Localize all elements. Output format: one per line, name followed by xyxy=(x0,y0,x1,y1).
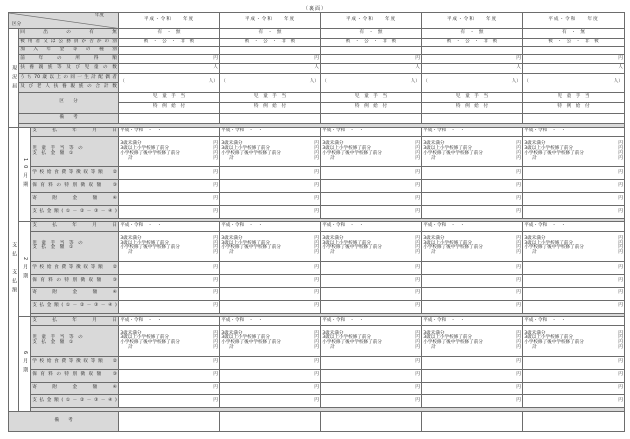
response-value-4[interactable]: 有 ・ 無 xyxy=(523,29,625,38)
pay-date-label-1: 支 払 年 月 日 xyxy=(31,222,119,231)
pay-amount-label-2: 児 童 手 当 等 の 支 払 金 額 ① xyxy=(31,326,119,356)
pay-amount-value-0-0[interactable] xyxy=(119,137,220,167)
pay-amount-line-0-1-3[interactable]: 計 円 xyxy=(229,155,319,161)
pay-tax-label-2: 寄 附 金 額 ④ xyxy=(31,382,119,395)
pay-amount-line-2-2-3[interactable]: 計 円 xyxy=(330,344,420,350)
pay-school-value-2-4[interactable]: 円 xyxy=(523,356,625,369)
pay-tax-value-2-1[interactable]: 円 xyxy=(220,382,321,395)
pay-date-value-2-0[interactable]: 平成・令和 ・ ・ xyxy=(119,317,220,326)
kubun-value2-2[interactable]: 特 例 給 付 xyxy=(321,103,422,114)
pay-school-value-0-3[interactable]: 円 xyxy=(422,167,523,180)
pay-tax-value-1-2[interactable]: 円 xyxy=(321,287,422,300)
dependents-sub-value-4[interactable]: （ 人） xyxy=(523,73,625,92)
pay-amount-value-1-3[interactable] xyxy=(422,231,523,261)
pay-amount-line-2-3-0[interactable]: 3歳未満分 円 xyxy=(423,330,521,336)
pay-amount-line-1-3-3[interactable]: 計 円 xyxy=(431,250,521,256)
pay-tax-label-0: 寄 附 金 額 ④ xyxy=(31,193,119,206)
pay-amount-line-0-2-3[interactable]: 計 円 xyxy=(330,155,420,161)
pay-nursery-value-0-0[interactable]: 円 xyxy=(119,180,220,193)
dependents-sub-value-1[interactable]: （ 人） xyxy=(220,73,321,92)
pay-nursery-value-1-1[interactable]: 円 xyxy=(220,275,321,288)
pay-school-label-2: 学校給食費等徴収等額 ② xyxy=(31,356,119,369)
pay-amount-line-1-2-1[interactable]: 3歳以上小学校修了前分 円 xyxy=(322,240,420,246)
dependents-value-3[interactable]: 人 xyxy=(422,64,523,73)
pay-date-value-1-0[interactable]: 平成・令和 ・ ・ xyxy=(119,222,220,231)
pay-total-value-1-3[interactable]: 円 xyxy=(422,300,523,313)
pension-type-value-0[interactable] xyxy=(119,46,220,54)
pay-amount-value-0-4[interactable] xyxy=(523,137,625,167)
pay-nursery-value-2-1[interactable]: 円 xyxy=(220,369,321,382)
pay-amount-line-0-3-3[interactable]: 計 円 xyxy=(431,155,521,161)
pay-total-value-2-3[interactable]: 円 xyxy=(422,395,523,408)
pay-tax-value-2-2[interactable]: 円 xyxy=(321,382,422,395)
page-title: （裏面） xyxy=(302,6,327,12)
pay-amount-line-2-1-0[interactable]: 3歳未満分 円 xyxy=(221,330,319,336)
dependents-value-2[interactable]: 人 xyxy=(321,64,422,73)
pay-total-value-0-3[interactable]: 円 xyxy=(422,206,523,219)
pay-amount-value-1-1[interactable] xyxy=(220,231,321,261)
payment-section-label: 支払 支払額 xyxy=(9,127,19,411)
pay-date-value-0-0[interactable]: 平成・令和 ・ ・ xyxy=(119,127,220,136)
pay-amount-label-0: 児 童 手 当 等 の 支 払 金 額 ① xyxy=(31,137,119,167)
pay-total-value-1-0[interactable]: 円 xyxy=(119,300,220,313)
pay-school-value-1-0[interactable]: 円 xyxy=(119,262,220,275)
pay-nursery-value-2-2[interactable]: 円 xyxy=(321,369,422,382)
pay-amount-line-2-4-0[interactable]: 3歳未満分 円 xyxy=(524,330,623,336)
response-value-0[interactable]: 有 ・ 無 xyxy=(119,29,220,38)
pension-type-value-3[interactable] xyxy=(422,46,523,54)
status-biko-value-2[interactable] xyxy=(321,113,422,124)
income-label: 前 年 の 所 得 額 xyxy=(19,55,119,64)
pay-amount-line-2-0-1[interactable]: 3歳以上小学校修了前分 円 xyxy=(120,335,218,341)
pay-amount-line-2-3-3[interactable]: 計 円 xyxy=(431,344,521,350)
pay-school-value-0-1[interactable]: 円 xyxy=(220,167,321,180)
kubun-value2-0[interactable]: 特 例 給 付 xyxy=(119,103,220,114)
pay-nursery-value-1-3[interactable]: 円 xyxy=(422,275,523,288)
pay-date-value-2-3[interactable]: 平成・令和 ・ ・ xyxy=(422,317,523,326)
pay-school-value-2-2[interactable]: 円 xyxy=(321,356,422,369)
year-header-4: 平成・令和 年度 xyxy=(523,13,625,29)
pay-total-value-2-1[interactable]: 円 xyxy=(220,395,321,408)
pay-nursery-value-1-0[interactable]: 円 xyxy=(119,275,220,288)
pension-value-4[interactable]: 被 ・ 公 ・ 非 被 xyxy=(523,38,625,46)
kubun-value2-1[interactable]: 特 例 給 付 xyxy=(220,103,321,114)
pay-school-value-2-3[interactable]: 円 xyxy=(422,356,523,369)
status-biko-value-3[interactable] xyxy=(422,113,523,124)
pay-amount-line-1-0-3[interactable]: 計 円 xyxy=(128,250,218,256)
kubun-value1-4[interactable]: 児 童 手 当 xyxy=(523,92,625,103)
pay-school-value-0-0[interactable]: 円 xyxy=(119,167,220,180)
pay-amount-line-1-2-3[interactable]: 計 円 xyxy=(330,250,420,256)
pay-amount-value-2-3[interactable] xyxy=(422,326,523,356)
division-label: 区分 xyxy=(12,21,22,27)
pay-amount-line-2-4-3[interactable]: 計 円 xyxy=(532,344,623,350)
status-biko-value-0[interactable] xyxy=(119,113,220,124)
year-header-0: 平成・令和 年度 xyxy=(119,13,220,29)
month-label-0: 10月期 xyxy=(19,127,31,222)
year-label: 年度 xyxy=(94,13,105,18)
status-biko-value-1[interactable] xyxy=(220,113,321,124)
pay-amount-line-1-4-3[interactable]: 計 円 xyxy=(532,250,623,256)
pay-total-value-2-4[interactable]: 円 xyxy=(523,395,625,408)
pay-amount-line-1-3-2[interactable]: 小学校修了後中学校修了前分 円 xyxy=(423,245,521,251)
pay-tax-value-0-3[interactable]: 円 xyxy=(422,193,523,206)
pay-amount-line-0-4-3[interactable]: 計 円 xyxy=(532,155,623,161)
pay-amount-line-1-0-0[interactable]: 3歳未満分 円 xyxy=(120,235,218,241)
pay-nursery-value-0-4[interactable]: 円 xyxy=(523,180,625,193)
pay-total-label-0: 支払金額(①－②－③－④) xyxy=(31,206,119,219)
pay-amount-line-2-1-3[interactable]: 計 円 xyxy=(229,344,319,350)
income-value-3[interactable]: 円 xyxy=(422,55,523,64)
pay-date-value-1-2[interactable]: 平成・令和 ・ ・ xyxy=(321,222,422,231)
bottom-biko-value-1[interactable] xyxy=(220,411,321,431)
pay-tax-value-2-3[interactable]: 円 xyxy=(422,382,523,395)
dependents-sub-label-2: 及び老人扶養親族の合計数 xyxy=(19,83,119,92)
dependents-value-0[interactable]: 人 xyxy=(119,64,220,73)
pay-total-value-1-2[interactable]: 円 xyxy=(321,300,422,313)
pay-date-value-2-2[interactable]: 平成・令和 ・ ・ xyxy=(321,317,422,326)
response-value-3[interactable]: 有 ・ 無 xyxy=(422,29,523,38)
pay-amount-line-2-3-2[interactable]: 小学校修了後中学校修了前分 円 xyxy=(423,340,521,346)
pay-amount-line-0-4-0[interactable]: 3歳未満分 円 xyxy=(524,141,623,147)
status-biko-label: 備 考 xyxy=(19,113,119,124)
pay-total-value-1-4[interactable]: 円 xyxy=(523,300,625,313)
status-biko-value-4[interactable] xyxy=(523,113,625,124)
pay-amount-line-0-3-2[interactable]: 小学校修了後中学校修了前分 円 xyxy=(423,150,521,156)
year-header-2: 平成・令和 年度 xyxy=(321,13,422,29)
pay-amount-line-2-1-1[interactable]: 3歳以上小学校修了前分 円 xyxy=(221,335,319,341)
pay-date-label-2: 支 払 年 月 日 xyxy=(31,317,119,326)
kubun-value2-3[interactable]: 特 例 給 付 xyxy=(422,103,523,114)
pension-type-value-1[interactable] xyxy=(220,46,321,54)
dependents-sub-value-2[interactable]: （ 人） xyxy=(321,73,422,92)
pension-value-2[interactable]: 被 ・ 公 ・ 非 被 xyxy=(321,38,422,46)
dependents-value-1[interactable]: 人 xyxy=(220,64,321,73)
month-label-2: 6月期 xyxy=(19,317,31,412)
pay-total-value-0-2[interactable]: 円 xyxy=(321,206,422,219)
pay-total-value-0-1[interactable]: 円 xyxy=(220,206,321,219)
pay-nursery-value-0-2[interactable]: 円 xyxy=(321,180,422,193)
pay-total-value-2-2[interactable]: 円 xyxy=(321,395,422,408)
pay-amount-line-0-4-1[interactable]: 3歳以上小学校修了前分 円 xyxy=(524,145,623,151)
pension-type-label: 加 入 年 金 等 の 種 別 xyxy=(19,46,119,54)
pay-total-value-2-0[interactable]: 円 xyxy=(119,395,220,408)
pay-tax-value-2-4[interactable]: 円 xyxy=(523,382,625,395)
pay-nursery-label-2: 保育料の特別徴収額 ③ xyxy=(31,369,119,382)
pay-total-label-1: 支払金額(①－②－③－④) xyxy=(31,300,119,313)
pay-amount-line-2-2-1[interactable]: 3歳以上小学校修了前分 円 xyxy=(322,335,420,341)
pay-amount-line-0-1-1[interactable]: 3歳以上小学校修了前分 円 xyxy=(221,145,319,151)
pay-amount-value-2-4[interactable] xyxy=(523,326,625,356)
pay-amount-line-1-4-0[interactable]: 3歳未満分 円 xyxy=(524,235,623,241)
dependents-value-4[interactable]: 人 xyxy=(523,64,625,73)
bottom-biko-value-2[interactable] xyxy=(321,411,422,431)
dependents-sub-value-0[interactable]: （ 人） xyxy=(119,73,220,92)
kubun-value1-1[interactable]: 児 童 手 当 xyxy=(220,92,321,103)
response-value-2[interactable]: 有 ・ 無 xyxy=(321,29,422,38)
pay-amount-line-2-4-1[interactable]: 3歳以上小学校修了前分 円 xyxy=(524,335,623,341)
pay-nursery-value-2-4[interactable]: 円 xyxy=(523,369,625,382)
pay-amount-line-0-2-1[interactable]: 3歳以上小学校修了前分 円 xyxy=(322,145,420,151)
response-value-1[interactable]: 有 ・ 無 xyxy=(220,29,321,38)
pay-amount-line-2-2-2[interactable]: 小学校修了後中学校修了前分 円 xyxy=(322,340,420,346)
pay-amount-line-0-0-1[interactable]: 3歳以上小学校修了前分 円 xyxy=(120,145,218,151)
pay-amount-line-1-2-2[interactable]: 小学校修了後中学校修了前分 円 xyxy=(322,245,420,251)
income-value-1[interactable]: 円 xyxy=(220,55,321,64)
dependents-sub-value-3[interactable]: （ 人） xyxy=(422,73,523,92)
pay-amount-line-2-4-2[interactable]: 小学校修了後中学校修了前分 円 xyxy=(524,340,623,346)
bottom-biko-value-4[interactable] xyxy=(523,411,625,431)
payment-record-sheet xyxy=(8,12,625,432)
pay-amount-line-2-2-0[interactable]: 3歳未満分 円 xyxy=(322,330,420,336)
pay-amount-line-0-1-0[interactable]: 3歳未満分 円 xyxy=(221,141,319,147)
pay-amount-line-1-2-0[interactable]: 3歳未満分 円 xyxy=(322,235,420,241)
pay-nursery-value-1-4[interactable]: 円 xyxy=(523,275,625,288)
pay-school-value-2-0[interactable]: 円 xyxy=(119,356,220,369)
status-section-label: 現況届 xyxy=(9,29,19,127)
pay-school-value-1-1[interactable]: 円 xyxy=(220,262,321,275)
pay-date-label-0: 支 払 年 月 日 xyxy=(31,127,119,136)
pay-amount-line-1-0-1[interactable]: 3歳以上小学校修了前分 円 xyxy=(120,240,218,246)
pay-nursery-value-1-2[interactable]: 円 xyxy=(321,275,422,288)
pay-school-value-1-4[interactable]: 円 xyxy=(523,262,625,275)
pay-tax-label-1: 寄 附 金 額 ④ xyxy=(31,287,119,300)
pay-amount-line-2-3-1[interactable]: 3歳以上小学校修了前分 円 xyxy=(423,335,521,341)
pay-amount-line-1-0-2[interactable]: 小学校修了後中学校修了前分 円 xyxy=(120,245,218,251)
pay-amount-value-0-1[interactable] xyxy=(220,137,321,167)
pay-date-value-1-1[interactable]: 平成・令和 ・ ・ xyxy=(220,222,321,231)
pay-amount-line-1-3-1[interactable]: 3歳以上小学校修了前分 円 xyxy=(423,240,521,246)
pay-date-value-0-3[interactable]: 平成・令和 ・ ・ xyxy=(422,127,523,136)
pay-amount-line-1-1-0[interactable]: 3歳未満分 円 xyxy=(221,235,319,241)
kubun-value1-2[interactable]: 児 童 手 当 xyxy=(321,92,422,103)
pay-nursery-value-0-1[interactable]: 円 xyxy=(220,180,321,193)
pay-school-label-0: 学校給食費等徴収等額 ② xyxy=(31,167,119,180)
pay-amount-value-0-2[interactable] xyxy=(321,137,422,167)
pay-school-value-2-1[interactable]: 円 xyxy=(220,356,321,369)
pay-amount-value-1-0[interactable] xyxy=(119,231,220,261)
pay-amount-line-1-4-1[interactable]: 3歳以上小学校修了前分 円 xyxy=(524,240,623,246)
pay-amount-line-0-2-2[interactable]: 小学校修了後中学校修了前分 円 xyxy=(322,150,420,156)
pay-school-value-1-2[interactable]: 円 xyxy=(321,262,422,275)
pay-nursery-value-2-0[interactable]: 円 xyxy=(119,369,220,382)
pension-type-value-2[interactable] xyxy=(321,46,422,54)
pay-amount-value-2-0[interactable] xyxy=(119,326,220,356)
pay-date-value-0-4[interactable]: 平成・令和 ・ ・ xyxy=(523,127,625,136)
pay-tax-value-1-4[interactable]: 円 xyxy=(523,287,625,300)
dependents-sub-label: うち70歳以上の同一生計配偶者 xyxy=(19,73,119,82)
pay-amount-label-1: 児 童 手 当 等 の 支 払 金 額 ① xyxy=(31,231,119,261)
pay-school-value-1-3[interactable]: 円 xyxy=(422,262,523,275)
kubun-value2-4[interactable]: 特 例 給 付 xyxy=(523,103,625,114)
pay-amount-line-0-0-3[interactable]: 計 円 xyxy=(128,155,218,161)
pay-amount-line-0-0-2[interactable]: 小学校修了後中学校修了前分 円 xyxy=(120,150,218,156)
pay-total-label-2: 支払金額(①－②－③－④) xyxy=(31,395,119,408)
pension-value-3[interactable]: 被 ・ 公 ・ 非 被 xyxy=(422,38,523,46)
pay-date-value-0-1[interactable]: 平成・令和 ・ ・ xyxy=(220,127,321,136)
pay-school-label-1: 学校給食費等徴収等額 ② xyxy=(31,262,119,275)
month-label-1: 2月期 xyxy=(19,222,31,317)
pay-nursery-label-0: 保育料の特別徴収額 ③ xyxy=(31,180,119,193)
pay-amount-value-2-1[interactable] xyxy=(220,326,321,356)
pay-total-value-0-4[interactable]: 円 xyxy=(523,206,625,219)
pay-amount-line-0-0-0[interactable]: 3歳未満分 円 xyxy=(120,141,218,147)
pay-amount-value-2-2[interactable] xyxy=(321,326,422,356)
pay-amount-line-0-4-2[interactable]: 小学校修了後中学校修了前分 円 xyxy=(524,150,623,156)
pension-type-value-4[interactable] xyxy=(523,46,625,54)
pay-tax-value-1-0[interactable]: 円 xyxy=(119,287,220,300)
bottom-biko-value-3[interactable] xyxy=(422,411,523,431)
pay-date-value-1-3[interactable]: 平成・令和 ・ ・ xyxy=(422,222,523,231)
pay-total-value-1-1[interactable]: 円 xyxy=(220,300,321,313)
pay-amount-line-1-4-2[interactable]: 小学校修了後中学校修了前分 円 xyxy=(524,245,623,251)
year-header-1: 平成・令和 年度 xyxy=(220,13,321,29)
pay-total-value-0-0[interactable]: 円 xyxy=(119,206,220,219)
pension-value-0[interactable]: 被 ・ 公 ・ 非 被 xyxy=(119,38,220,46)
pay-date-value-0-2[interactable]: 平成・令和 ・ ・ xyxy=(321,127,422,136)
pay-date-value-2-1[interactable]: 平成・令和 ・ ・ xyxy=(220,317,321,326)
pay-amount-value-1-2[interactable] xyxy=(321,231,422,261)
pay-amount-value-1-4[interactable] xyxy=(523,231,625,261)
kubun-value1-3[interactable]: 児 童 手 当 xyxy=(422,92,523,103)
kubun-label: 区 分 xyxy=(19,92,119,113)
pay-amount-line-1-1-2[interactable]: 小学校修了後中学校修了前分 円 xyxy=(221,245,319,251)
pay-tax-value-0-1[interactable]: 円 xyxy=(220,193,321,206)
income-value-4[interactable]: 円 xyxy=(523,55,625,64)
pay-tax-value-0-4[interactable]: 円 xyxy=(523,193,625,206)
bottom-biko-value-0[interactable] xyxy=(119,411,220,431)
pay-amount-line-2-0-3[interactable]: 計 円 xyxy=(128,344,218,350)
pension-label: 被用者又は公務員か否かの別 xyxy=(19,38,119,46)
kubun-value1-0[interactable]: 児 童 手 当 xyxy=(119,92,220,103)
pension-value-1[interactable]: 被 ・ 公 ・ 非 被 xyxy=(220,38,321,46)
pay-tax-value-1-1[interactable]: 円 xyxy=(220,287,321,300)
pay-amount-line-0-1-2[interactable]: 小学校修了後中学校修了前分 円 xyxy=(221,150,319,156)
pay-date-value-1-4[interactable]: 平成・令和 ・ ・ xyxy=(523,222,625,231)
pay-nursery-value-2-3[interactable]: 円 xyxy=(422,369,523,382)
pay-amount-line-0-3-0[interactable]: 3歳未満分 円 xyxy=(423,141,521,147)
pay-amount-line-0-3-1[interactable]: 3歳以上小学校修了前分 円 xyxy=(423,145,521,151)
pay-amount-line-1-1-1[interactable]: 3歳以上小学校修了前分 円 xyxy=(221,240,319,246)
pay-amount-line-2-0-0[interactable]: 3歳未満分 円 xyxy=(120,330,218,336)
pay-nursery-label-1: 保育料の特別徴収額 ③ xyxy=(31,275,119,288)
response-label: 回 出 の 有 無 xyxy=(19,29,119,38)
pay-tax-value-1-3[interactable]: 円 xyxy=(422,287,523,300)
pay-tax-value-2-0[interactable]: 円 xyxy=(119,382,220,395)
bottom-biko-label: 備 考 xyxy=(9,411,119,431)
pay-amount-line-0-2-0[interactable]: 3歳未満分 円 xyxy=(322,141,420,147)
pay-amount-line-2-0-2[interactable]: 小学校修了後中学校修了前分 円 xyxy=(120,340,218,346)
income-value-0[interactable]: 円 xyxy=(119,55,220,64)
dependents-label: 扶養親族等及び児童の数 xyxy=(19,64,119,73)
pay-amount-line-1-1-3[interactable]: 計 円 xyxy=(229,250,319,256)
pay-school-value-0-4[interactable]: 円 xyxy=(523,167,625,180)
pay-amount-line-1-3-0[interactable]: 3歳未満分 円 xyxy=(423,235,521,241)
income-value-2[interactable]: 円 xyxy=(321,55,422,64)
pay-amount-value-0-3[interactable] xyxy=(422,137,523,167)
pay-date-value-2-4[interactable]: 平成・令和 ・ ・ xyxy=(523,317,625,326)
pay-amount-line-2-1-2[interactable]: 小学校修了後中学校修了前分 円 xyxy=(221,340,319,346)
pay-tax-value-0-0[interactable]: 円 xyxy=(119,193,220,206)
pay-tax-value-0-2[interactable]: 円 xyxy=(321,193,422,206)
year-header-3: 平成・令和 年度 xyxy=(422,13,523,29)
pay-nursery-value-0-3[interactable]: 円 xyxy=(422,180,523,193)
header-diagonal-cell xyxy=(9,13,119,29)
pay-school-value-0-2[interactable]: 円 xyxy=(321,167,422,180)
